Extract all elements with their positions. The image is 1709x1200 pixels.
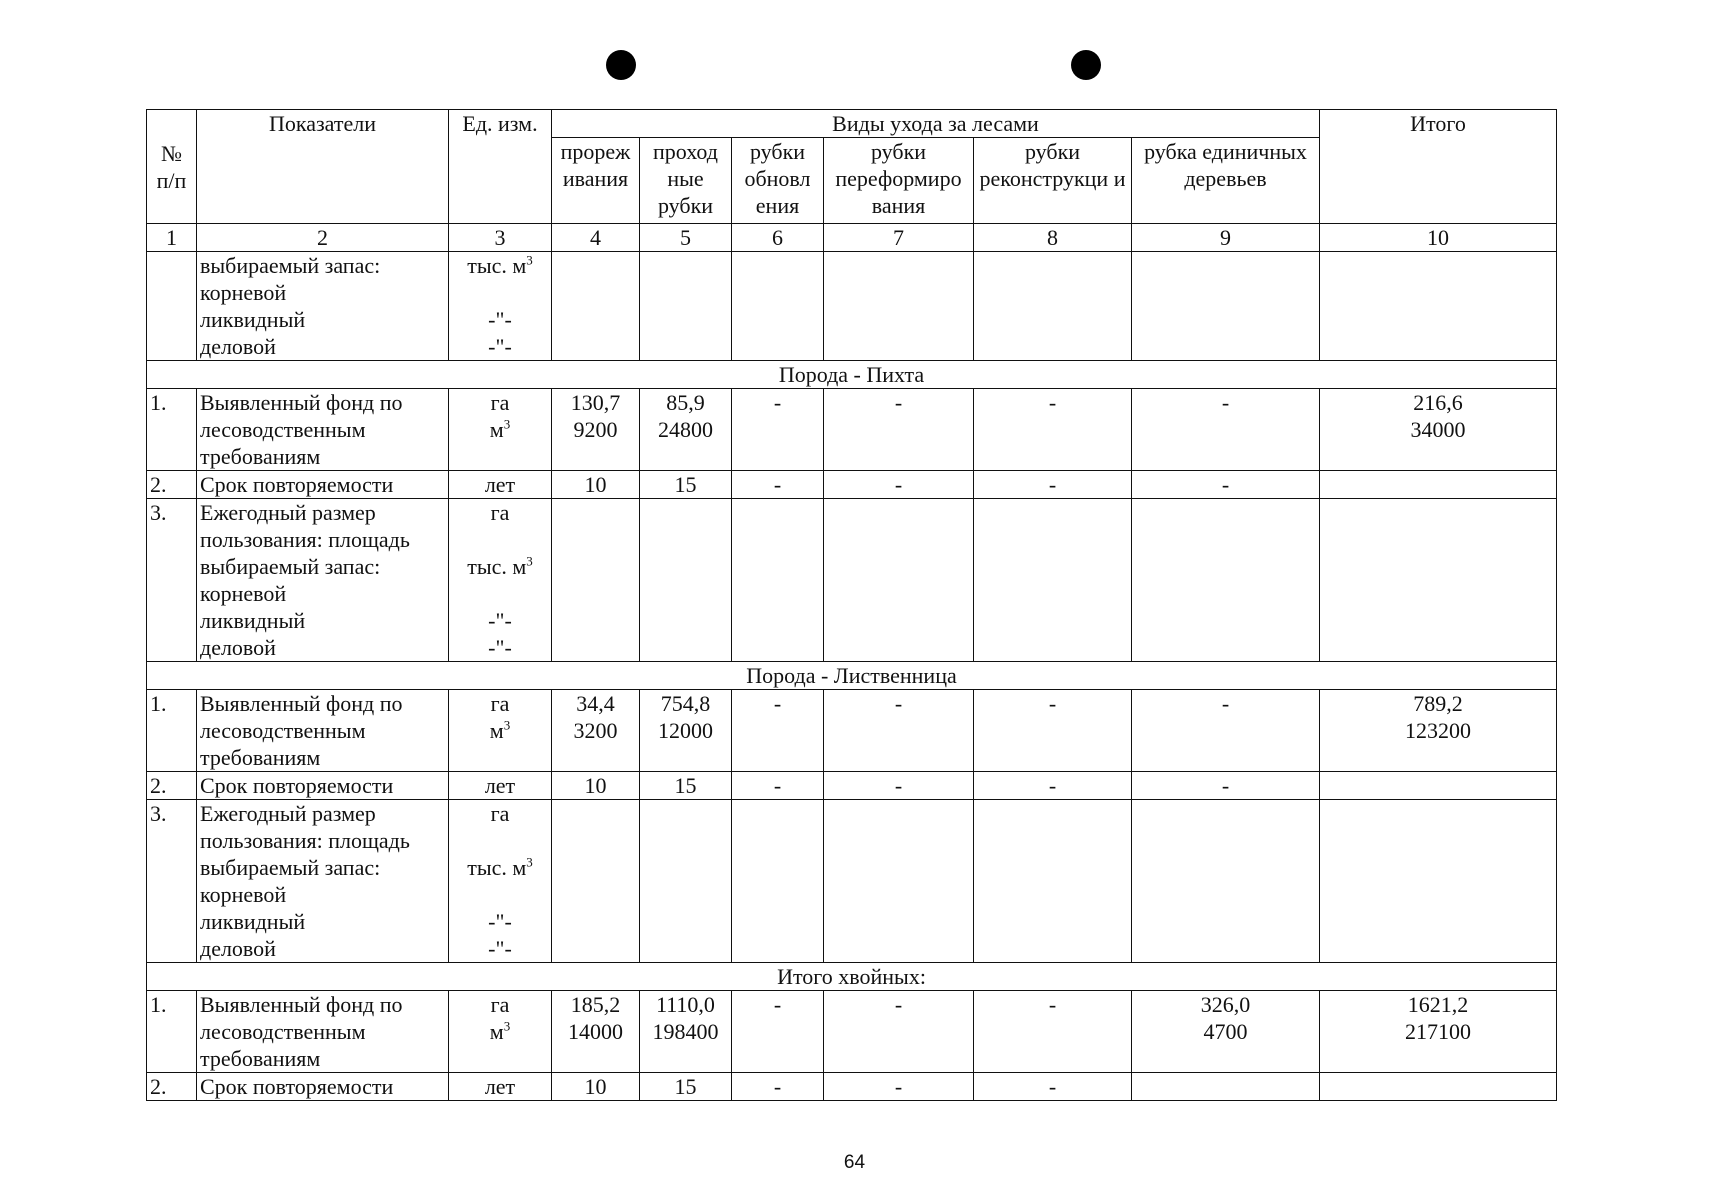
row-unit-line: га <box>490 691 510 716</box>
total-line: 34000 <box>1410 417 1466 442</box>
total-line <box>1323 800 1553 827</box>
row-unit-cell <box>449 1073 552 1101</box>
row-label-line: Срок повторяемости <box>200 1074 394 1099</box>
value-cell <box>732 389 824 471</box>
total-cell <box>1320 690 1557 772</box>
value-cell <box>824 252 974 361</box>
row-unit-line: лет <box>484 773 516 798</box>
value-line: 130,7 <box>570 390 621 415</box>
row-label-line: пользования: площадь <box>200 527 410 552</box>
header-num: № п/п <box>147 110 197 224</box>
row-label-line: выбираемый запас: <box>200 855 381 880</box>
value-cell <box>552 690 640 772</box>
value-line: - <box>894 773 903 798</box>
value-line <box>827 499 970 526</box>
header-type-1: прореж ивания <box>552 138 640 224</box>
row-label-cell <box>197 499 449 662</box>
value-line: - <box>773 390 782 415</box>
row-unit-line <box>452 279 548 306</box>
value-cell <box>732 252 824 361</box>
value-cell <box>640 389 732 471</box>
value-cell <box>1132 690 1320 772</box>
value-line: 185,2 <box>570 992 621 1017</box>
row-unit-line: тыс. $м^3$ <box>467 553 533 579</box>
forest-care-table <box>146 109 1557 1101</box>
value-cell <box>732 471 824 499</box>
value-line: - <box>1048 773 1057 798</box>
total-line: 216,6 <box>1413 390 1463 415</box>
value-cell <box>1132 800 1320 963</box>
header-type-2: проход ные рубки <box>640 138 732 224</box>
header-type-5: рубки реконструкци и <box>974 138 1132 224</box>
column-number: 8 <box>974 224 1132 252</box>
value-line: 3200 <box>573 718 618 743</box>
row-label-line: деловой <box>200 334 276 359</box>
page-number: 64 <box>843 1152 866 1173</box>
value-line: 15 <box>674 472 697 497</box>
table-row <box>147 690 1557 772</box>
value-cell <box>1132 772 1320 800</box>
row-unit-line: -"- <box>488 334 512 359</box>
column-number: 4 <box>552 224 640 252</box>
value-line: 15 <box>674 1074 697 1099</box>
punch-hole-right <box>1071 50 1101 80</box>
row-label-line: лесоводственным <box>200 1019 366 1044</box>
total-line: 789,2 <box>1413 691 1463 716</box>
row-label-line: требованиям <box>200 444 321 469</box>
section-title: Порода - Пихта <box>147 361 1557 389</box>
row-unit-line <box>452 827 548 854</box>
row-unit-line: га <box>490 390 510 415</box>
table-row <box>147 1073 1557 1101</box>
table-row <box>147 772 1557 800</box>
value-line: 10 <box>584 1074 607 1099</box>
row-label-line: Ежегодный размер <box>200 500 376 525</box>
value-cell <box>640 800 732 963</box>
value-cell <box>732 1073 824 1101</box>
row-unit-line: $м^3$ <box>489 416 511 442</box>
total-cell <box>1320 1073 1557 1101</box>
value-cell <box>974 991 1132 1073</box>
header-type-4: рубки переформиро вания <box>824 138 974 224</box>
value-cell <box>552 1073 640 1101</box>
value-line: 198400 <box>652 1019 719 1044</box>
row-label-cell <box>197 690 449 772</box>
total-line <box>1323 499 1553 526</box>
value-cell <box>640 690 732 772</box>
row-label-line: Выявленный фонд по <box>200 390 403 415</box>
value-line <box>555 800 636 827</box>
row-label-line: Выявленный фонд по <box>200 992 403 1017</box>
value-cell <box>1320 252 1557 361</box>
value-line: - <box>1221 691 1230 716</box>
value-cell <box>640 1073 732 1101</box>
value-line: - <box>1048 992 1057 1017</box>
value-line <box>643 499 728 526</box>
value-line: - <box>894 992 903 1017</box>
row-label-line: Срок повторяемости <box>200 472 394 497</box>
table-row <box>147 471 1557 499</box>
row-label-line: лесоводственным <box>200 718 366 743</box>
value-cell <box>824 772 974 800</box>
value-cell <box>974 471 1132 499</box>
header-care-types: Виды ухода за лесами <box>552 110 1320 138</box>
total-cell <box>1320 772 1557 800</box>
value-cell <box>1132 1073 1320 1101</box>
total-cell <box>1320 471 1557 499</box>
value-cell <box>552 499 640 662</box>
row-unit-line: -"- <box>488 635 512 660</box>
value-line <box>977 800 1128 827</box>
punch-hole-left <box>606 50 636 80</box>
row-label-line: деловой <box>200 635 276 660</box>
row-label-line: требованиям <box>200 1046 321 1071</box>
row-num-cell: 3. <box>147 800 197 963</box>
row-label-line: пользования: площадь <box>200 828 410 853</box>
row-unit-cell <box>449 499 552 662</box>
value-cell <box>824 991 974 1073</box>
table-body <box>147 252 1557 1101</box>
table-row <box>147 252 1557 361</box>
value-cell <box>974 690 1132 772</box>
value-cell <box>824 471 974 499</box>
value-cell <box>1132 499 1320 662</box>
table-row <box>147 991 1557 1073</box>
value-cell <box>1132 471 1320 499</box>
value-cell <box>640 499 732 662</box>
row-label-cell <box>197 800 449 963</box>
section-title: Порода - Лиственница <box>147 662 1557 690</box>
total-line: 1621,2 <box>1407 992 1469 1017</box>
row-unit-line: тыс. $м^3$ <box>467 854 533 880</box>
value-line: 1110,0 <box>656 992 715 1017</box>
column-number: 7 <box>824 224 974 252</box>
value-line: - <box>1048 691 1057 716</box>
column-number: 1 <box>147 224 197 252</box>
row-num-cell: 2. <box>147 772 197 800</box>
section-title: Итого хвойных: <box>147 963 1557 991</box>
row-num-cell <box>147 252 197 361</box>
total-line: 217100 <box>1405 1019 1471 1044</box>
table-row <box>147 389 1557 471</box>
row-unit-cell <box>449 252 552 361</box>
value-cell <box>824 800 974 963</box>
column-number: 10 <box>1320 224 1557 252</box>
row-unit-line: га <box>490 992 510 1017</box>
value-cell <box>974 800 1132 963</box>
row-num-cell: 1. <box>147 389 197 471</box>
value-cell <box>732 772 824 800</box>
total-line <box>1323 772 1553 799</box>
value-line <box>1135 499 1316 526</box>
total-line <box>1323 471 1553 498</box>
row-unit-cell <box>449 772 552 800</box>
value-line <box>827 800 970 827</box>
value-line: - <box>894 390 903 415</box>
row-label-line: лесоводственным <box>200 417 366 442</box>
value-cell <box>974 499 1132 662</box>
value-cell <box>974 772 1132 800</box>
row-unit-line: $м^3$ <box>489 1018 511 1044</box>
value-line: - <box>894 1074 903 1099</box>
header-type-3: рубки обновл ения <box>732 138 824 224</box>
value-line: 754,8 <box>660 691 711 716</box>
value-cell <box>552 471 640 499</box>
row-label-line: корневой <box>200 280 287 305</box>
value-line <box>735 800 820 827</box>
row-num-cell: 2. <box>147 471 197 499</box>
value-line: - <box>773 472 782 497</box>
total-cell <box>1320 800 1557 963</box>
value-cell <box>552 991 640 1073</box>
total-cell <box>1320 389 1557 471</box>
row-num-cell: 1. <box>147 690 197 772</box>
row-label-line: корневой <box>200 882 287 907</box>
row-label-line: выбираемый запас: <box>200 554 381 579</box>
row-unit-cell <box>449 991 552 1073</box>
value-cell <box>732 690 824 772</box>
value-cell <box>732 991 824 1073</box>
row-label-line: Срок повторяемости <box>200 773 394 798</box>
value-cell <box>824 389 974 471</box>
column-number: 6 <box>732 224 824 252</box>
row-unit-line: -"- <box>488 307 512 332</box>
value-cell <box>552 252 640 361</box>
value-cell <box>640 772 732 800</box>
value-cell <box>824 499 974 662</box>
total-cell <box>1320 499 1557 662</box>
row-label-cell <box>197 389 449 471</box>
value-line: 14000 <box>568 1019 623 1044</box>
header-unit: Ед. изм. <box>449 110 552 224</box>
column-number: 3 <box>449 224 552 252</box>
value-line: - <box>773 1074 782 1099</box>
value-cell <box>974 1073 1132 1101</box>
row-label-line: деловой <box>200 936 276 961</box>
row-label-line: требованиям <box>200 745 321 770</box>
value-line: 4700 <box>1203 1019 1248 1044</box>
section-row <box>147 361 1557 389</box>
row-unit-line: тыс. $м^3$ <box>467 252 533 278</box>
value-line: 9200 <box>573 417 618 442</box>
row-num-cell: 2. <box>147 1073 197 1101</box>
row-unit-line <box>452 526 548 553</box>
value-line: - <box>1221 390 1230 415</box>
value-line: - <box>894 691 903 716</box>
value-line: 85,9 <box>666 390 705 415</box>
header-total: Итого <box>1320 110 1557 224</box>
row-unit-line: -"- <box>488 936 512 961</box>
column-number: 5 <box>640 224 732 252</box>
value-cell <box>732 800 824 963</box>
row-unit-cell <box>449 389 552 471</box>
value-line <box>977 499 1128 526</box>
row-label-cell <box>197 1073 449 1101</box>
value-line: 15 <box>674 773 697 798</box>
value-cell <box>974 252 1132 361</box>
value-line: - <box>773 773 782 798</box>
row-label-cell <box>197 471 449 499</box>
value-line: 12000 <box>658 718 713 743</box>
row-label-line: ликвидный <box>200 307 306 332</box>
value-line: 326,0 <box>1200 992 1251 1017</box>
row-label-line: Ежегодный размер <box>200 801 376 826</box>
total-line: 123200 <box>1405 718 1471 743</box>
row-num-cell: 3. <box>147 499 197 662</box>
row-unit-line: га <box>490 801 510 826</box>
table-row <box>147 800 1557 963</box>
value-cell <box>552 389 640 471</box>
value-line: - <box>894 472 903 497</box>
value-line <box>1135 800 1316 827</box>
value-cell <box>974 389 1132 471</box>
row-label-cell <box>197 772 449 800</box>
value-line <box>1135 1073 1316 1100</box>
value-line: - <box>1221 773 1230 798</box>
value-line: 10 <box>584 472 607 497</box>
column-number: 2 <box>197 224 449 252</box>
row-unit-line: -"- <box>488 909 512 934</box>
value-line <box>643 800 728 827</box>
value-cell <box>552 800 640 963</box>
row-unit-line: лет <box>484 472 516 497</box>
header-indicators: Показатели <box>197 110 449 224</box>
row-unit-line: -"- <box>488 608 512 633</box>
total-cell <box>1320 991 1557 1073</box>
value-cell <box>824 1073 974 1101</box>
value-cell <box>640 991 732 1073</box>
row-num-cell: 1. <box>147 991 197 1073</box>
section-row <box>147 963 1557 991</box>
column-numbers-row <box>147 224 1557 252</box>
row-unit-line: га <box>490 500 510 525</box>
row-label-line: корневой <box>200 581 287 606</box>
value-cell <box>732 499 824 662</box>
value-cell <box>824 690 974 772</box>
row-unit-line: лет <box>484 1074 516 1099</box>
row-unit-cell <box>449 471 552 499</box>
value-line: - <box>1048 472 1057 497</box>
row-unit-line <box>452 580 548 607</box>
value-line <box>735 499 820 526</box>
value-line: - <box>773 992 782 1017</box>
table-header <box>147 110 1557 252</box>
value-cell <box>552 772 640 800</box>
row-unit-cell <box>449 690 552 772</box>
value-line: 34,4 <box>576 691 615 716</box>
row-label-line: ликвидный <box>200 608 306 633</box>
value-cell <box>640 252 732 361</box>
value-line: - <box>1048 1074 1057 1099</box>
row-label-line: ликвидный <box>200 909 306 934</box>
value-cell <box>1132 252 1320 361</box>
value-line: - <box>1221 472 1230 497</box>
section-row <box>147 662 1557 690</box>
value-line: - <box>773 691 782 716</box>
column-number: 9 <box>1132 224 1320 252</box>
value-cell <box>1132 991 1320 1073</box>
row-label-line: Выявленный фонд по <box>200 691 403 716</box>
total-line <box>1323 1073 1553 1100</box>
header-type-6: рубка единичных деревьев <box>1132 138 1320 224</box>
value-cell <box>1132 389 1320 471</box>
value-line: 10 <box>584 773 607 798</box>
value-line <box>555 499 636 526</box>
value-line: - <box>1048 390 1057 415</box>
row-label-line: выбираемый запас: <box>200 253 381 278</box>
value-cell <box>640 471 732 499</box>
row-unit-cell <box>449 800 552 963</box>
row-unit-line <box>452 881 548 908</box>
row-label-cell <box>197 991 449 1073</box>
row-unit-line: $м^3$ <box>489 717 511 743</box>
value-line: 24800 <box>658 417 713 442</box>
row-label-cell <box>197 252 449 361</box>
table-row <box>147 499 1557 662</box>
